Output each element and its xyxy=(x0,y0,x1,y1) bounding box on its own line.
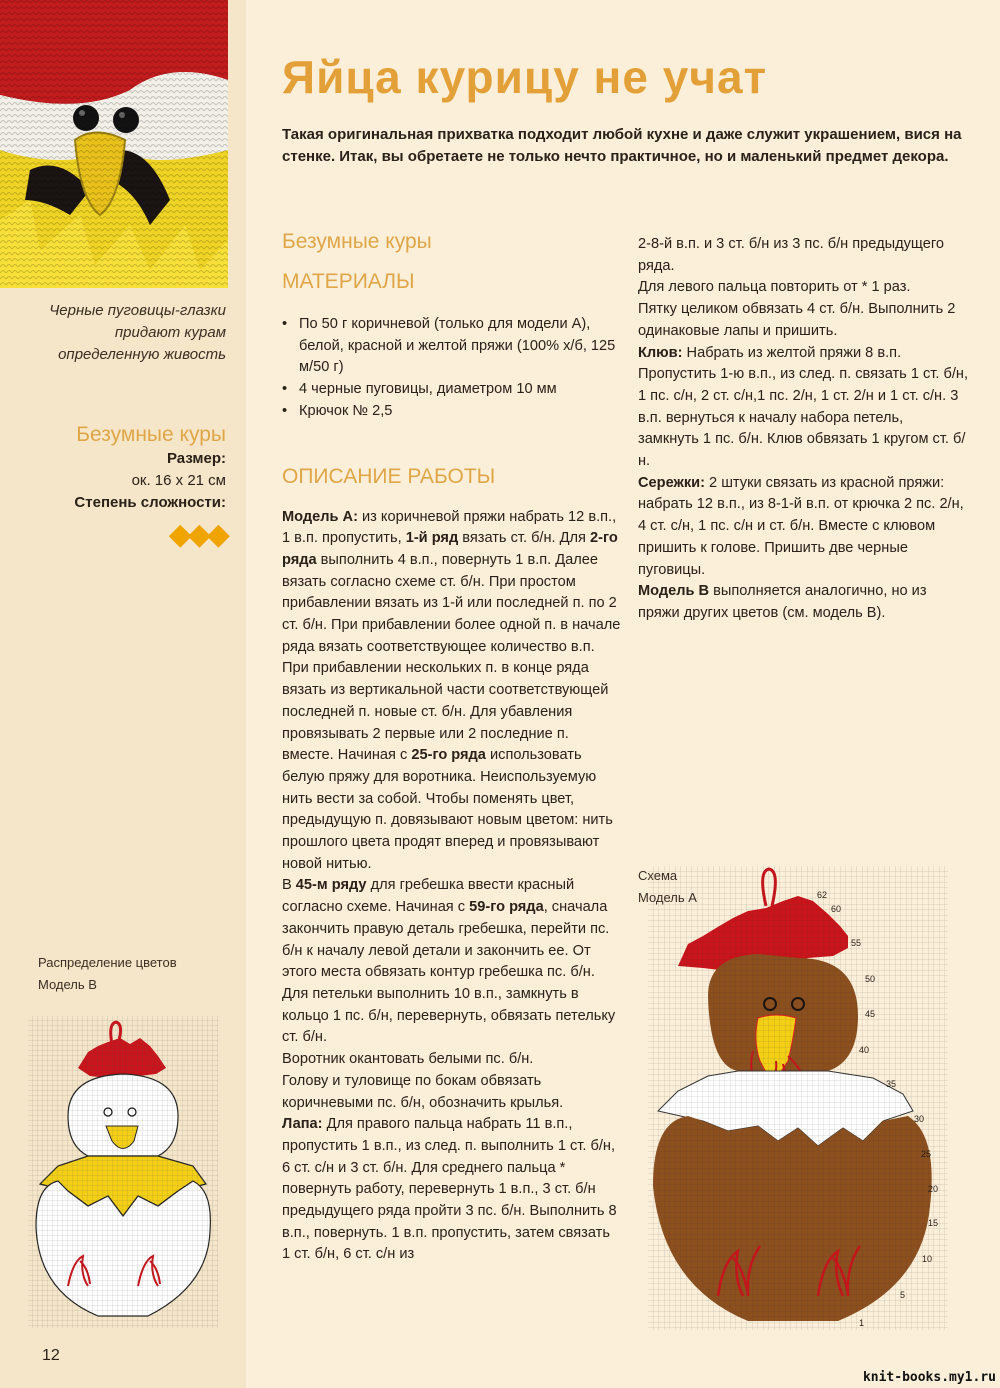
row-label: 35 xyxy=(886,1079,897,1089)
model-a-chart-diagram xyxy=(648,866,948,1330)
work-description-heading: ОПИСАНИЕ РАБОТЫ xyxy=(282,464,496,488)
scheme-title: Схема xyxy=(638,868,678,883)
size-value: ок. 16 х 21 см xyxy=(131,472,226,489)
row-label: 60 xyxy=(831,904,842,914)
page-title: Яйца курицу не учат xyxy=(282,51,768,103)
row-label: 30 xyxy=(914,1114,925,1124)
row-label: 15 xyxy=(928,1218,939,1228)
row-label: 25 xyxy=(921,1149,932,1159)
photo-caption: Черные пуговицы-глазки придают курам определенную живость xyxy=(49,302,226,363)
color-distribution-label xyxy=(38,952,177,996)
row-label: 5 xyxy=(900,1290,906,1300)
collar-paragraph: Воротник окантовать белыми пс. б/н. xyxy=(282,1051,534,1068)
body-paragraph: Голову и туловище по бокам обвязать коричневыми пс. б/н, обозначить крылья. xyxy=(282,1072,564,1111)
model-a-paragraph: Модель А: из коричневой пряжи набрать 12 в.п., 1 в.п. пропустить, 1-й ряд вязать ст. б/н. Для 2-го ряда выполнить 4 в.п., повернуть 1 в.п. Далее вязать согласно схеме ст. б/н. При простом прибавлении вязать из 1-й или последней п. по 2 ст. б/н. При прибавлении более одной п. в начале ряда вязать соответствующее количество в.п. При прибавлении нескольких п. в конце ряда вязать из вертикальной части соответствующей последней п. новые ст. б/н. Для убавления провязывать 2 первые или 2 последние п. вместе. Начиная с 25-го ряда использовать белую пряжу для воротника. Неиспользуемую нить вести за собой. Чтобы поменять цвет, предыдущую п. довязывают новым цветом: нить прошлого цвета продят вперед и провязывают новой нитью. xyxy=(282,508,621,872)
comb-paragraph: В 45-м ряду для гребешка ввести красный согласно схеме. Начиная с 59-го ряда, сначала закончить правую деталь гребешка, перейти пс. б/н к началу левой детали и закончить ее. От этого места обвязать контур гребешка пс. б/н. xyxy=(282,877,610,981)
size-label: Размер: xyxy=(166,450,226,467)
materials-item: • 4 черные пуговицы, диаметром 10 мм xyxy=(282,379,622,401)
foot-paragraph: Лапа: Для правого пальца набрать 11 в.п., пропустить 1 в.п., из след. п. выполнить 1 ст. б/н, 6 ст. с/н и 3 ст. б/н. Для среднего пальца * повернуть работу, перевернуть 1 в.п., 3 ст. б/н предыдущего ряда пройти 3 пс. б/н. Выполнить 8 в.п., повернуть. 1 в.п. пропустить, затем связать 1 ст. б/н, 6 ст. с/н из xyxy=(282,1116,617,1263)
row-label: 50 xyxy=(865,974,876,984)
materials-item: • Крючок № 2,5 xyxy=(282,401,622,423)
row-label: 62 xyxy=(817,890,828,900)
heel-paragraph: Пятку целиком обвязать 4 ст. б/н. Выполнить 2 одинаковые лапы и пришить. xyxy=(638,301,956,339)
left-sidebar xyxy=(0,0,246,1388)
row-label: 40 xyxy=(859,1045,870,1055)
model-b-chicken-diagram xyxy=(28,1016,218,1328)
work-description xyxy=(282,507,622,1267)
row-label: 10 xyxy=(922,1254,933,1264)
model-b-paragraph: Модель В выполняется аналогично, но из пряжи других цветов (см. модель В). xyxy=(638,583,927,621)
article-column-1 xyxy=(282,228,622,1266)
materials-list xyxy=(282,314,622,423)
beak-paragraph: Клюв: Набрать из желтой пряжи 8 в.п. Пропустить 1-ю в.п., из след. п. связать 1 ст. б/н, 1 пс. с/н, 2 ст. с/н,1 пс. 2/н, 1 ст. 2/н и 1 ст. с/н. 3 в.п. вернуться к началу набора петель, замкнуть 1 пс. б/н. Клюв обвязать 1 кругом ст. б/н. xyxy=(638,344,969,470)
page-number: 12 xyxy=(42,1347,60,1364)
article-subtitle: Безумные куры xyxy=(282,230,432,253)
row-label: 55 xyxy=(851,938,862,948)
row-label: 1 xyxy=(859,1318,865,1328)
article-column-2 xyxy=(638,234,968,625)
crochet-chicken-photo xyxy=(0,0,228,288)
difficulty-label: Степень сложности: xyxy=(74,494,226,511)
difficulty-rating-icon: ◆◆◆ xyxy=(168,518,226,551)
distribution-title: Распределение цветов xyxy=(38,955,177,970)
intro-text: Такая оригинальная прихватка подходит любой кухне и даже служит украшением, вися на стенке. Итак, вы обретаете не только нечто практичное, но и маленький предмет декора. xyxy=(282,126,962,165)
foot-continued-paragraph: 2-8-й в.п. и 3 ст. б/н из 3 пс. б/н предыдущего ряда. xyxy=(638,236,944,274)
scheme-model: Модель А xyxy=(638,890,697,905)
site-watermark: knit-books.my1.ru xyxy=(862,1370,996,1385)
project-title: Безумные куры xyxy=(76,423,226,446)
distribution-model: Модель В xyxy=(38,977,97,992)
row-label: 20 xyxy=(928,1184,939,1194)
materials-item: • По 50 г коричневой (только для модели А), белой, красной и желтой пряжи (100% х/б, 125 м/50 г) xyxy=(282,314,622,379)
loop-paragraph: Для петельки выполнить 10 в.п., замкнуть в кольцо 1 пс. б/н, перевернуть, обвязать петельку ст. б/н. xyxy=(282,985,616,1046)
wattles-paragraph: Сережки: 2 штуки связать из красной пряжи: набрать 12 в.п., из 8-1-й в.п. от крючка 2 пс. 2/н, 4 ст. с/н, 1 пс. с/н и ст. б/н. Вместе с клювом пришить к голове. Пришить две черные пуговицы. xyxy=(638,474,964,578)
project-info xyxy=(10,422,226,550)
left-toe-paragraph: Для левого пальца повторить от * 1 раз. xyxy=(638,279,911,296)
materials-heading: МАТЕРИАЛЫ xyxy=(282,270,415,293)
row-label: 45 xyxy=(865,1009,876,1019)
